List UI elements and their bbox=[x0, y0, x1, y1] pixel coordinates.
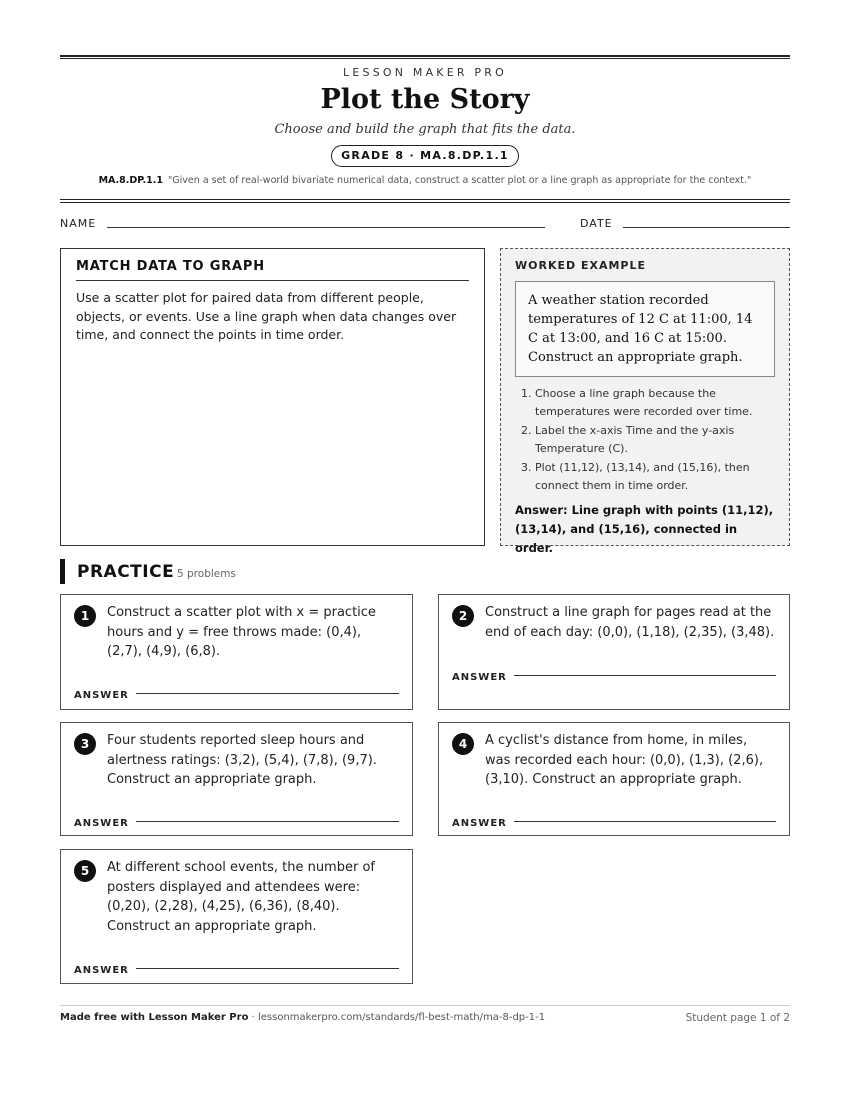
grade-badge: GRADE 8 · MA.8.DP.1.1 bbox=[331, 145, 519, 167]
answer-row bbox=[74, 811, 399, 830]
date-label: DATE bbox=[580, 217, 613, 230]
footer-page-number: Student page 1 of 2 bbox=[685, 1012, 790, 1024]
worked-answer: Answer: Line graph with points (11,12), (13,14), and (15,16), connected in order. bbox=[515, 503, 774, 555]
answer-label: ANSWER bbox=[452, 818, 507, 829]
answer-field[interactable] bbox=[136, 968, 399, 969]
footer-credit bbox=[60, 1012, 545, 1023]
worked-step: 3. Plot (11,12), (13,14), and (15,16), then connect them in time order. bbox=[535, 459, 775, 495]
problem-card-2 bbox=[438, 594, 790, 710]
header-top-rule bbox=[60, 55, 790, 59]
worked-steps bbox=[515, 385, 775, 495]
answer-field[interactable] bbox=[136, 821, 399, 822]
standard-code: MA.8.DP.1.1 bbox=[98, 175, 163, 186]
header-bottom-rule bbox=[60, 199, 790, 203]
standard-description bbox=[0, 175, 850, 186]
match-text: Use a scatter plot for paired data from different people, objects, or events. Use a line graph when data changes over time, and connect the points in time order. bbox=[76, 290, 457, 342]
problem-number: 3 bbox=[74, 733, 96, 755]
problem-text: At different school events, the number of posters displayed and attendees were: (0,20), (2,28), (4,25), (6,36), (8,40). Construct an appropriate graph. bbox=[107, 860, 375, 934]
page-subtitle: Choose and build the graph that fits the data. bbox=[274, 122, 576, 137]
worked-title: WORKED EXAMPLE bbox=[515, 259, 646, 272]
answer-label: ANSWER bbox=[74, 818, 129, 829]
problem-number: 5 bbox=[74, 860, 96, 882]
worked-step: 2. Label the x-axis Time and the y-axis Temperature (C). bbox=[535, 422, 775, 458]
problem-text: Construct a scatter plot with x = practice hours and y = free throws made: (0,4), (2,7), (4,9), (6,8). bbox=[107, 605, 376, 659]
problem-card-5 bbox=[60, 849, 413, 984]
practice-title: PRACTICE bbox=[77, 562, 175, 582]
problem-text: Four students reported sleep hours and alertness ratings: (3,2), (5,4), (7,8), (9,7). Construct an appropriate graph. bbox=[107, 733, 377, 787]
problem-card-4 bbox=[438, 722, 790, 836]
match-title: MATCH DATA TO GRAPH bbox=[76, 259, 469, 281]
practice-accent-bar bbox=[60, 559, 65, 584]
answer-row bbox=[74, 958, 399, 977]
answer-row bbox=[452, 665, 776, 684]
page-title: Plot the Story bbox=[320, 84, 530, 115]
problem-card-3 bbox=[60, 722, 413, 836]
problem-number: 2 bbox=[452, 605, 474, 627]
worked-example-panel bbox=[500, 248, 790, 555]
answer-row bbox=[74, 683, 399, 702]
answer-label: ANSWER bbox=[74, 965, 129, 976]
problem-number: 1 bbox=[74, 605, 96, 627]
footer-rule bbox=[60, 1005, 790, 1006]
problem-card-1 bbox=[60, 594, 413, 710]
answer-field[interactable] bbox=[514, 675, 776, 676]
standard-text: "Given a set of real-world bivariate numerical data, construct a scatter plot or a line graph as appropriate for the context." bbox=[167, 175, 752, 186]
problem-number: 4 bbox=[452, 733, 474, 755]
match-data-panel bbox=[60, 248, 485, 546]
footer-url[interactable]: · lessonmakerpro.com/standards/fl-best-math/ma-8-dp-1-1 bbox=[248, 1012, 546, 1023]
name-label: NAME bbox=[60, 217, 97, 230]
worked-step: 1. Choose a line graph because the temperatures were recorded over time. bbox=[535, 385, 775, 421]
brand-name: LESSON MAKER PRO bbox=[343, 66, 507, 79]
name-field[interactable] bbox=[107, 227, 545, 228]
worked-problem: A weather station recorded temperatures of 12 C at 11:00, 14 C at 13:00, and 16 C at 15:00. Construct an appropriate graph. bbox=[515, 281, 775, 377]
answer-field[interactable] bbox=[514, 821, 776, 822]
answer-label: ANSWER bbox=[74, 690, 129, 701]
practice-count: 5 problems bbox=[177, 568, 236, 580]
problem-text: Construct a line graph for pages read at the end of each day: (0,0), (1,18), (2,35), (3,48). bbox=[485, 605, 775, 640]
problem-text: A cyclist's distance from home, in miles, was recorded each hour: (0,0), (1,3), (2,6), (3,10). Construct an appropriate graph. bbox=[485, 733, 764, 787]
footer-made-with: Made free with Lesson Maker Pro bbox=[60, 1012, 249, 1023]
answer-row bbox=[452, 811, 776, 830]
date-field[interactable] bbox=[623, 227, 790, 228]
answer-label: ANSWER bbox=[452, 672, 507, 683]
answer-field[interactable] bbox=[136, 693, 399, 694]
